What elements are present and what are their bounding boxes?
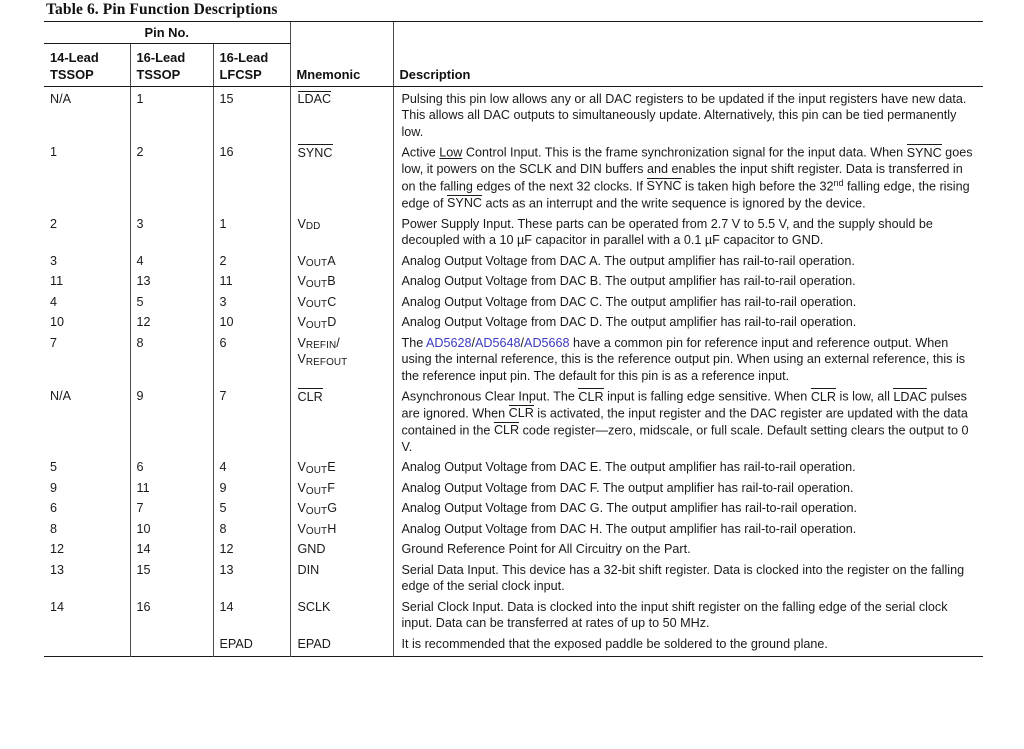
table-row (44, 386, 983, 457)
header-col-lfcsp16 (213, 44, 290, 87)
mnemonic-subscript: OUT (305, 485, 328, 497)
cell-mnemonic (290, 386, 393, 457)
header-col-tssop14-line1: 14-Lead (50, 50, 99, 66)
cell-mnemonic (290, 86, 393, 142)
table-bottom-rule-c1 (44, 657, 130, 658)
mnemonic-subscript: OUT (305, 278, 328, 290)
cell-pin-tssop16: 9 (130, 386, 213, 457)
ordinal-superscript: nd (833, 177, 844, 188)
table-bottom-rule-c2 (130, 657, 213, 658)
cell-pin-lfcsp16: 11 (213, 271, 290, 291)
mnemonic-line-2: VREFOUT (297, 352, 348, 369)
overline-signal-sync: SYNC (646, 179, 682, 194)
table-row (44, 271, 983, 291)
cell-pin-lfcsp16: 9 (213, 478, 290, 498)
mnemonic-subscript: OUT (305, 465, 328, 477)
cell-mnemonic: VOUTH (290, 519, 393, 539)
table-row (44, 560, 983, 597)
cell-description: Serial Data Input. This device has a 32-bit shift register. Data is clocked into the register on the falling edge of the serial clock input. (393, 560, 983, 597)
cell-mnemonic: DIN (290, 560, 393, 597)
table-row (44, 498, 983, 518)
table-body (44, 86, 983, 657)
overline-signal-sync: SYNC (906, 145, 942, 160)
cell-pin-lfcsp16: 10 (213, 312, 290, 332)
cell-pin-tssop14: 5 (50, 460, 58, 475)
cell-pin-tssop16: 16 (130, 597, 213, 634)
cell-pin-tssop14: 10 (50, 315, 65, 330)
cell-pin-tssop14: 3 (50, 253, 58, 268)
cell-pin-tssop14: 13 (50, 562, 65, 577)
cell-pin-tssop14: 14 (50, 599, 65, 614)
cell-description: Analog Output Voltage from DAC E. The output amplifier has rail-to-rail operation. (393, 457, 983, 477)
header-col-lfcsp16-line2: LFCSP (219, 66, 262, 82)
cell-mnemonic (290, 333, 393, 386)
table-row (44, 292, 983, 312)
cell-pin-tssop14 (44, 634, 130, 657)
header-spacer-mnemonic (290, 22, 393, 44)
mnemonic-subscript: OUT (305, 506, 328, 517)
overline-signal-clr: CLR (578, 389, 604, 404)
cell-pin-lfcsp16: 7 (213, 386, 290, 457)
mnemonic-subscript: OUT (305, 299, 328, 311)
cell-mnemonic: EPAD (290, 634, 393, 657)
underlined-active-low: Low (439, 145, 463, 160)
mnemonic-subscript: DD (305, 221, 321, 233)
table-caption: Table 6. Pin Function Descriptions (46, 1, 278, 18)
table-row (44, 86, 983, 142)
cell-description: Analog Output Voltage from DAC F. The output amplifier has rail-to-rail operation. (393, 478, 983, 498)
overline-signal-clr: CLR (493, 423, 520, 438)
cell-description: Asynchronous Clear Input. The CLR input is falling edge sensitive. When CLR is low, all LDAC pulses are ignored. When CLR is activated, the input register and the DAC register are updated with the data contained in the CLR code register—zero, midscale, or full scale. Default setting clears the output to 0 V. (393, 386, 983, 457)
mnemonic-line-1: VREFIN/ (297, 335, 340, 352)
cell-pin-tssop14: 8 (50, 521, 58, 536)
cell-mnemonic: VOUTB (290, 271, 393, 291)
table-row (44, 634, 983, 657)
table-row (44, 519, 983, 539)
cell-description: It is recommended that the exposed paddle be soldered to the ground plane. (393, 634, 983, 657)
cell-pin-tssop14: 1 (50, 145, 58, 160)
cell-pin-tssop14: 4 (50, 294, 58, 309)
cell-mnemonic: SCLK (290, 597, 393, 634)
overline-signal-ldac: LDAC (893, 389, 928, 404)
cell-pin-tssop16 (130, 634, 213, 657)
cell-pin-lfcsp16: 6 (213, 333, 290, 386)
cell-mnemonic: VOUTF (290, 478, 393, 498)
pin-function-table (44, 21, 983, 657)
overline-signal-clr: CLR (508, 406, 534, 421)
table-row (44, 478, 983, 498)
cell-description: Analog Output Voltage from DAC A. The output amplifier has rail-to-rail operation. (393, 251, 983, 271)
cell-pin-lfcsp16: 1 (213, 214, 290, 251)
overline-signal-clr: CLR (810, 389, 837, 404)
part-link-ad5628[interactable]: AD5628 (426, 335, 472, 350)
cell-pin-lfcsp16: 14 (213, 597, 290, 634)
cell-pin-tssop14: 12 (50, 542, 65, 557)
header-row-group (44, 22, 983, 44)
cell-pin-tssop14: 2 (50, 216, 58, 231)
cell-description: Analog Output Voltage from DAC D. The output amplifier has rail-to-rail operation. (393, 312, 983, 332)
cell-pin-lfcsp16: 15 (213, 86, 290, 142)
header-col-lfcsp16-line1: 16-Lead (219, 50, 269, 66)
table-row (44, 312, 983, 332)
cell-description: Analog Output Voltage from DAC B. The output amplifier has rail-to-rail operation. (393, 271, 983, 291)
cell-pin-tssop16: 8 (130, 333, 213, 386)
cell-pin-lfcsp16: 4 (213, 457, 290, 477)
pin-function-table-wrapper (44, 21, 983, 657)
cell-pin-lfcsp16: 12 (213, 539, 290, 559)
table-row (44, 333, 983, 386)
cell-pin-tssop16: 14 (130, 539, 213, 559)
table-bottom-rule-row (44, 657, 983, 658)
table-row (44, 457, 983, 477)
cell-pin-tssop16: 11 (130, 478, 213, 498)
header-col-tssop14 (44, 44, 130, 87)
mnemonic-subscript: OUT (305, 526, 328, 538)
cell-mnemonic: GND (290, 539, 393, 559)
cell-pin-tssop16: 6 (130, 457, 213, 477)
cell-pin-tssop14: 11 (50, 274, 64, 289)
mnemonic-subscript: OUT (305, 319, 328, 331)
part-link-ad5648[interactable]: AD5648 (475, 335, 521, 350)
table-row (44, 597, 983, 634)
cell-description: Analog Output Voltage from DAC C. The output amplifier has rail-to-rail operation. (393, 292, 983, 312)
cell-description: Pulsing this pin low allows any or all DAC registers to be updated if the input registers have new data. This allows all DAC outputs to simultaneously update. Alternatively, this pin can be tied permanently low. (393, 86, 983, 142)
mnemonic-overline: SYNC (297, 145, 333, 160)
cell-pin-tssop16: 7 (130, 498, 213, 518)
cell-pin-tssop16: 4 (130, 251, 213, 271)
cell-pin-tssop16: 1 (130, 86, 213, 142)
cell-pin-tssop16: 13 (130, 271, 213, 291)
cell-description: Serial Clock Input. Data is clocked into the input shift register on the falling edge of the serial clock input. Data can be transferred at rates of up to 50 MHz. (393, 597, 983, 634)
header-row-columns (44, 44, 983, 87)
cell-pin-tssop14: N/A (50, 389, 71, 403)
cell-mnemonic: VOUTG (290, 498, 393, 518)
overline-signal-sync: SYNC (447, 196, 483, 211)
mnemonic-overline: LDAC (297, 92, 332, 107)
header-col-tssop14-line2: TSSOP (50, 66, 94, 82)
cell-pin-lfcsp16: EPAD (213, 634, 290, 657)
mnemonic-subscript: REFIN (305, 340, 337, 352)
cell-description: Active Low Control Input. This is the frame synchronization signal for the input data. When SYNC goes low, it powers on the SCLK and DIN buffers and enables the input shift register. Data is transferred in on the falling edges of the next 32 clocks. If SYNC is taken high before the 32nd falling edge, the rising edge of SYNC acts as an interrupt and the write sequence is ignored by the device. (393, 142, 983, 213)
table-footer-rule (44, 657, 983, 658)
cell-mnemonic: VOUTA (290, 251, 393, 271)
table-row (44, 142, 983, 213)
header-col-tssop16-line2: TSSOP (136, 66, 181, 82)
table-bottom-rule-c4 (290, 657, 393, 658)
part-link-ad5668[interactable]: AD5668 (524, 335, 570, 350)
cell-mnemonic: VOUTC (290, 292, 393, 312)
header-pin-no-group: Pin No. (44, 22, 290, 44)
header-col-tssop16 (130, 44, 213, 87)
cell-pin-tssop16: 10 (130, 519, 213, 539)
cell-description: Analog Output Voltage from DAC H. The output amplifier has rail-to-rail operation. (393, 519, 983, 539)
cell-pin-lfcsp16: 13 (213, 560, 290, 597)
mnemonic-overline: CLR (297, 389, 323, 404)
mnemonic-subscript: OUT (305, 258, 328, 270)
cell-pin-lfcsp16: 3 (213, 292, 290, 312)
cell-pin-tssop14: 6 (50, 501, 58, 516)
table-header (44, 22, 983, 87)
header-col-description-label: Description (399, 66, 471, 82)
cell-pin-tssop14: 7 (50, 335, 58, 350)
cell-description: The AD5628/AD5648/AD5668 have a common pin for reference input and reference output. When using the internal reference, this is the reference output pin. When using an external reference, this is the reference input pin. The default for this pin is as a reference input. (393, 333, 983, 386)
cell-mnemonic: VOUTE (290, 457, 393, 477)
header-col-tssop16-line1: 16-Lead (136, 50, 186, 66)
cell-pin-lfcsp16: 16 (213, 142, 290, 213)
table-row (44, 539, 983, 559)
cell-mnemonic (290, 142, 393, 213)
table-row (44, 251, 983, 271)
cell-description: Analog Output Voltage from DAC G. The output amplifier has rail-to-rail operation. (393, 498, 983, 518)
cell-pin-lfcsp16: 5 (213, 498, 290, 518)
mnemonic-subscript: REFOUT (305, 357, 348, 369)
cell-pin-tssop14: N/A (50, 91, 71, 106)
header-col-mnemonic (290, 44, 393, 87)
table-row (44, 214, 983, 251)
cell-pin-tssop16: 12 (130, 312, 213, 332)
cell-pin-tssop16: 2 (130, 142, 213, 213)
cell-pin-lfcsp16: 8 (213, 519, 290, 539)
cell-pin-lfcsp16: 2 (213, 251, 290, 271)
cell-pin-tssop16: 5 (130, 292, 213, 312)
header-col-mnemonic-label: Mnemonic (296, 66, 361, 82)
header-col-description (393, 44, 983, 87)
cell-mnemonic: VOUTD (290, 312, 393, 332)
table-bottom-rule-c3 (213, 657, 290, 658)
cell-pin-tssop16: 3 (130, 214, 213, 251)
cell-pin-tssop14: 9 (50, 480, 58, 495)
cell-description: Power Supply Input. These parts can be operated from 2.7 V to 5.5 V, and the supply should be decoupled with a 10 µF capacitor in parallel with a 0.1 µF capacitor to GND. (393, 214, 983, 251)
table-bottom-rule-c5 (393, 657, 983, 658)
cell-description: Ground Reference Point for All Circuitry on the Part. (393, 539, 983, 559)
cell-pin-tssop16: 15 (130, 560, 213, 597)
header-spacer-description (393, 22, 983, 44)
cell-mnemonic: VDD (290, 214, 393, 251)
